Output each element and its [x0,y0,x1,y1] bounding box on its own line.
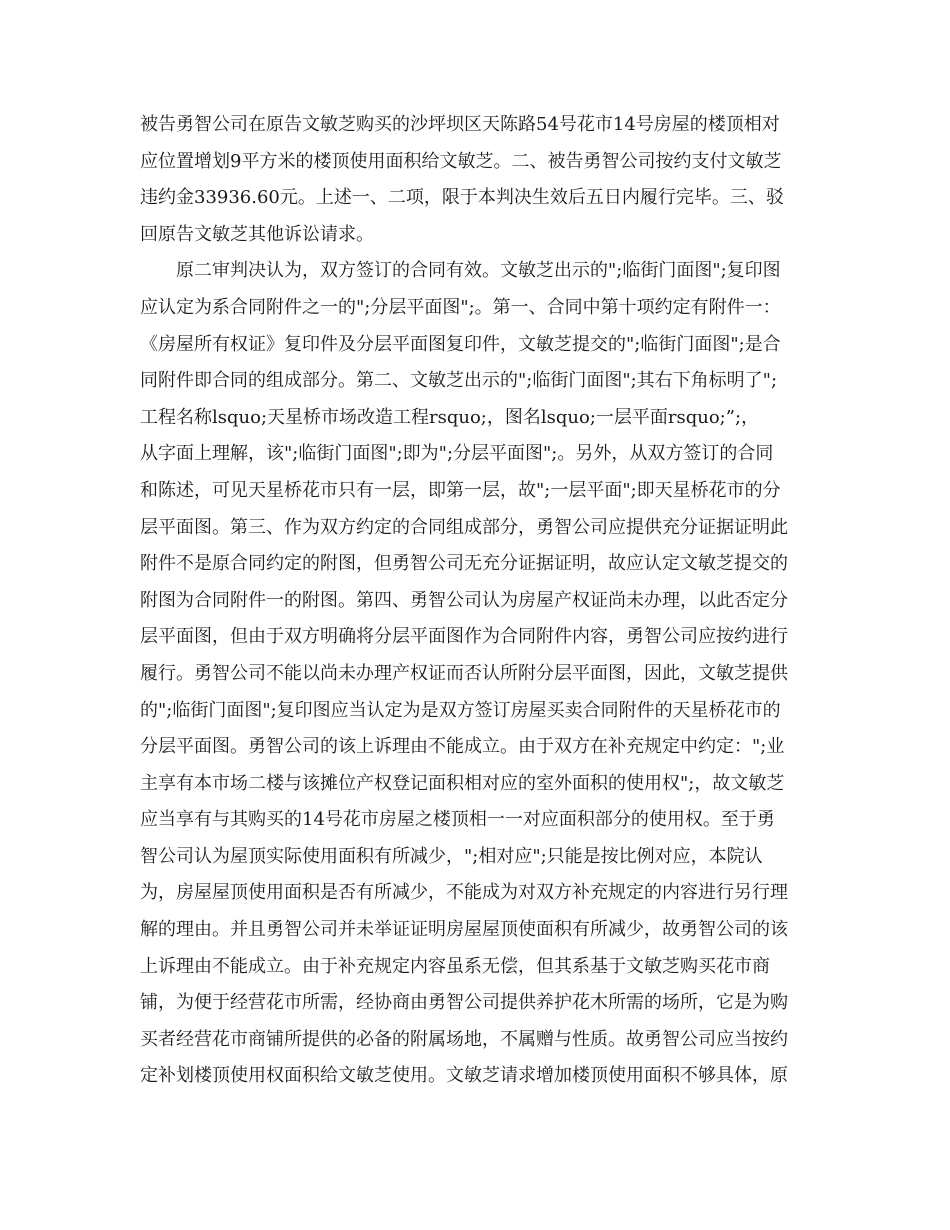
text-line: 回原告文敏芝其他诉讼请求。 [140,223,374,245]
text-line: 《房屋所有权证》复印件及分层平面图复印件，文敏芝提交的";临街门面图";是合 [140,333,781,355]
text-line: 解的理由。并且勇智公司并未举证证明房屋屋顶使面积有所减少，故勇智公司的该 [140,919,788,941]
text-line: 铺，为便于经营花市所需，经协商由勇智公司提供养护花木所需的场所，它是为购 [140,992,788,1014]
text-line: 附图为合同附件一的附图。第四、勇智公司认为房屋产权证尚未办理，以此否定分 [140,589,788,611]
text-line: 层平面图。第三、作为双方约定的合同组成部分，勇智公司应提供充分证据证明此 [140,516,788,538]
text-line: 应位置增划9平方米的楼顶使用面积给文敏芝。二、被告勇智公司按约支付文敏芝 [140,150,782,172]
text-line: 的";临街门面图";复印图应当认定为是双方签订房屋买卖合同附件的天星桥花市的 [140,699,781,721]
text-line: 定补划楼顶使用权面积给文敏芝使用。文敏芝请求增加楼顶使用面积不够具体，原 [140,1065,788,1087]
text-line: 附件不是原合同约定的附图，但勇智公司无充分证据证明，故应认定文敏芝提交的 [140,553,788,575]
text-line: 智公司认为屋顶实际使用面积有所减少，";相对应";只能是按比例对应，本院认 [140,845,763,867]
text-line: 为，房屋屋顶使用面积是否有所减少，不能成为对双方补充规定的内容进行另行理 [140,882,788,904]
text-line: 分层平面图。勇智公司的该上诉理由不能成立。由于双方在补充规定中约定：";业 [140,736,785,758]
text-line: 买者经营花市商铺所提供的必备的附属场地，不属赠与性质。故勇智公司应当按约 [140,1028,788,1050]
text-line: 主享有本市场二楼与该摊位产权登记面积相对应的室外面积的使用权";，故文敏芝 [140,772,785,794]
text-line: 同附件即合同的组成部分。第二、文敏芝出示的";临街门面图";其右下角标明了"; [140,370,778,392]
text-line: 原二审判决认为，双方签订的合同有效。文敏芝出示的";临街门面图";复印图 [140,260,781,282]
text-line: 履行。勇智公司不能以尚未办理产权证而否认所附分层平面图，因此，文敏芝提供 [140,662,788,684]
text-line: 应当享有与其购买的14号花市房屋之楼顶相一一对应面积部分的使用权。至于勇 [140,809,775,831]
judgment-text [140,107,810,1095]
text-line: 被告勇智公司在原告文敏芝购买的沙坪坝区天陈路54号花市14号房屋的楼顶相对 [140,114,780,135]
text-line: 应认定为系合同附件之一的";分层平面图";。第一、合同中第十项约定有附件一： [140,296,781,318]
text-line: 和陈述，可见天星桥花市只有一层，即第一层，故";一层平面";即天星桥花市的分 [140,479,781,501]
text-line: 层平面图，但由于双方明确将分层平面图作为合同附件内容，勇智公司应按约进行 [140,626,788,648]
text-line: 从字面上理解，该";临街门面图";即为";分层平面图";。另外，从双方签订的合同 [140,443,774,465]
text-line: 上诉理由不能成立。由于补充规定内容虽系无偿，但其系基于文敏芝购买花市商 [140,955,770,977]
text-line: 违约金33936.60元。上述一、二项，限于本判决生效后五日内履行完毕。三、驳 [140,187,784,209]
text-line: 工程名称lsquo;天星桥市场改造工程rsquo;，图名lsquo;一层平面rsquo;”;， [140,406,760,428]
